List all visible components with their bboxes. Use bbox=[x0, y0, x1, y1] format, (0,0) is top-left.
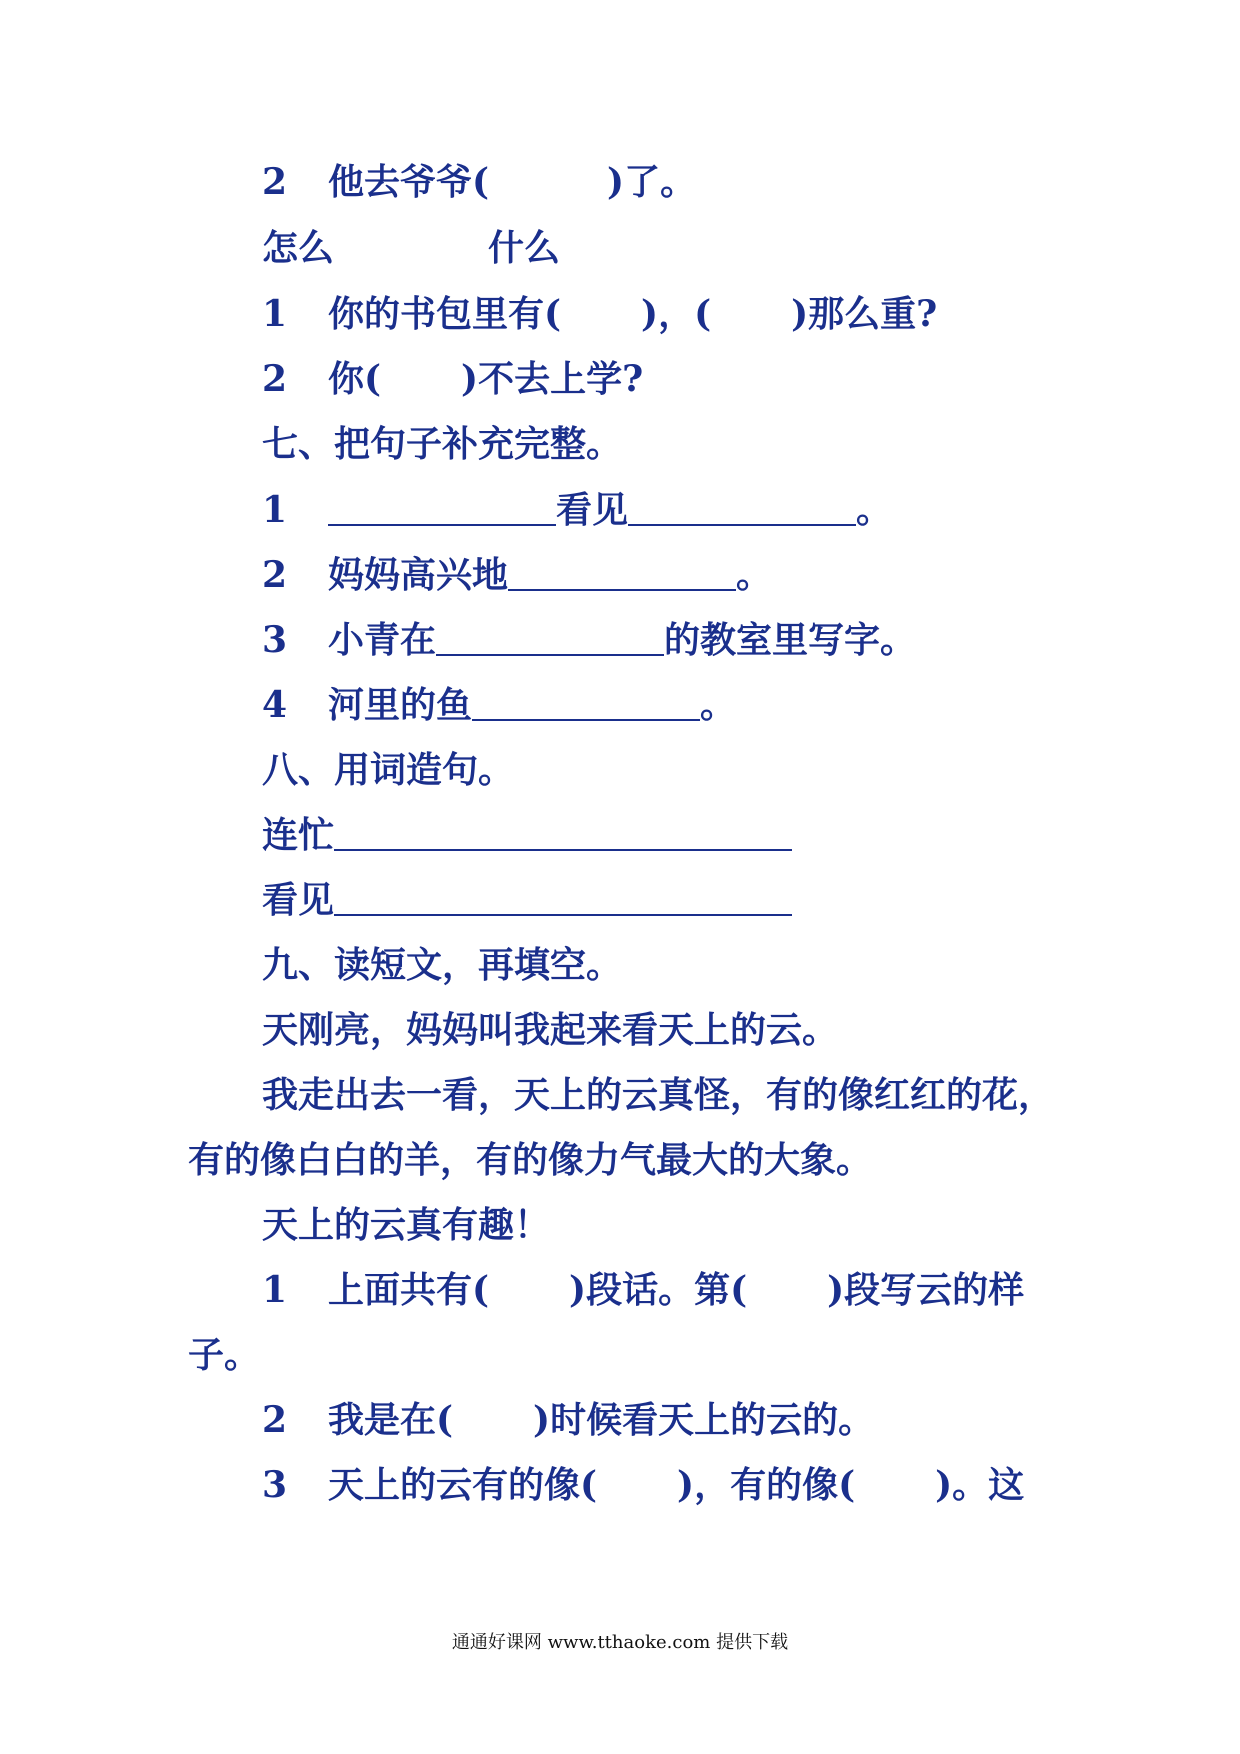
item-text: 。 bbox=[700, 684, 737, 726]
answer-blank bbox=[436, 620, 664, 656]
item-text: 的教室里写字。 bbox=[664, 619, 917, 661]
sentence-item bbox=[262, 551, 772, 599]
page-footer: 通通好课网 www.tthaoke.com 提供下载 bbox=[451, 1632, 789, 1653]
answer-blank bbox=[472, 685, 700, 721]
item-text: 。 bbox=[736, 554, 773, 596]
fill-item bbox=[262, 355, 643, 403]
sentence-item bbox=[262, 681, 736, 729]
answer-blank bbox=[628, 490, 856, 526]
passage-paragraph: 我走出去一看，天上的云真怪，有的像红红的花， bbox=[262, 1074, 1055, 1116]
item-number: 2 bbox=[262, 161, 288, 203]
section-heading-9: 九、读短文，再填空。 bbox=[262, 944, 623, 986]
item-text: )段写云的样 bbox=[827, 1269, 1025, 1311]
item-text: )不去上学? bbox=[461, 358, 644, 400]
answer-blank bbox=[508, 555, 736, 591]
section-heading-8: 八、用词造句。 bbox=[262, 749, 515, 791]
item-text: 小青在 bbox=[328, 619, 437, 661]
item-text: 天上的云有的像( bbox=[328, 1464, 598, 1506]
item-text: )那么重? bbox=[791, 293, 938, 335]
item-number: 2 bbox=[262, 358, 288, 400]
sentence-making-item bbox=[262, 876, 792, 924]
item-number: 2 bbox=[262, 1399, 288, 1441]
fill-item bbox=[262, 158, 696, 206]
question-item-cont: 子。 bbox=[188, 1334, 261, 1376]
item-text: 他去爷爷( bbox=[328, 161, 490, 203]
word-choice: 什么 bbox=[488, 227, 561, 269]
word-choices bbox=[262, 224, 560, 272]
item-number: 2 bbox=[262, 554, 288, 596]
question-item bbox=[262, 1266, 1024, 1314]
item-text: 妈妈高兴地 bbox=[328, 554, 509, 596]
item-text: 你的书包里有( bbox=[328, 293, 562, 335]
item-number: 1 bbox=[262, 293, 288, 335]
item-text: 你( bbox=[328, 358, 382, 400]
item-text: 河里的鱼 bbox=[328, 684, 473, 726]
item-number: 1 bbox=[262, 489, 288, 531]
item-text: )了。 bbox=[607, 161, 697, 203]
item-text: 。 bbox=[856, 489, 893, 531]
item-number: 3 bbox=[262, 619, 288, 661]
item-text: )。这 bbox=[935, 1464, 1025, 1506]
passage-paragraph-cont: 有的像白白的羊，有的像力气最大的大象。 bbox=[188, 1139, 873, 1181]
section-heading-7: 七、把句子补充完整。 bbox=[262, 423, 623, 465]
item-text: 上面共有( bbox=[328, 1269, 490, 1311]
item-text: )，有的像( bbox=[677, 1464, 856, 1506]
item-text: )段话。第( bbox=[569, 1269, 748, 1311]
sentence-item bbox=[262, 486, 892, 534]
item-number: 1 bbox=[262, 1269, 288, 1311]
item-text: 我是在( bbox=[328, 1399, 454, 1441]
passage-paragraph: 天刚亮，妈妈叫我起来看天上的云。 bbox=[262, 1009, 839, 1051]
question-item bbox=[262, 1396, 874, 1444]
item-number: 3 bbox=[262, 1464, 288, 1506]
item-word: 看见 bbox=[262, 879, 335, 921]
sentence-item bbox=[262, 616, 916, 664]
sentence-making-item bbox=[262, 811, 792, 859]
fill-item bbox=[262, 290, 937, 338]
item-number: 4 bbox=[262, 684, 288, 726]
item-text: )时候看天上的云的。 bbox=[533, 1399, 875, 1441]
item-word: 连忙 bbox=[262, 814, 335, 856]
answer-blank bbox=[334, 880, 792, 916]
answer-blank bbox=[334, 815, 792, 851]
question-item bbox=[262, 1461, 1024, 1509]
word-choice: 怎么 bbox=[262, 227, 335, 269]
answer-blank bbox=[328, 490, 556, 526]
passage-paragraph: 天上的云真有趣！ bbox=[262, 1204, 551, 1246]
item-text: 看见 bbox=[556, 489, 629, 531]
item-text: )，( bbox=[641, 293, 712, 335]
